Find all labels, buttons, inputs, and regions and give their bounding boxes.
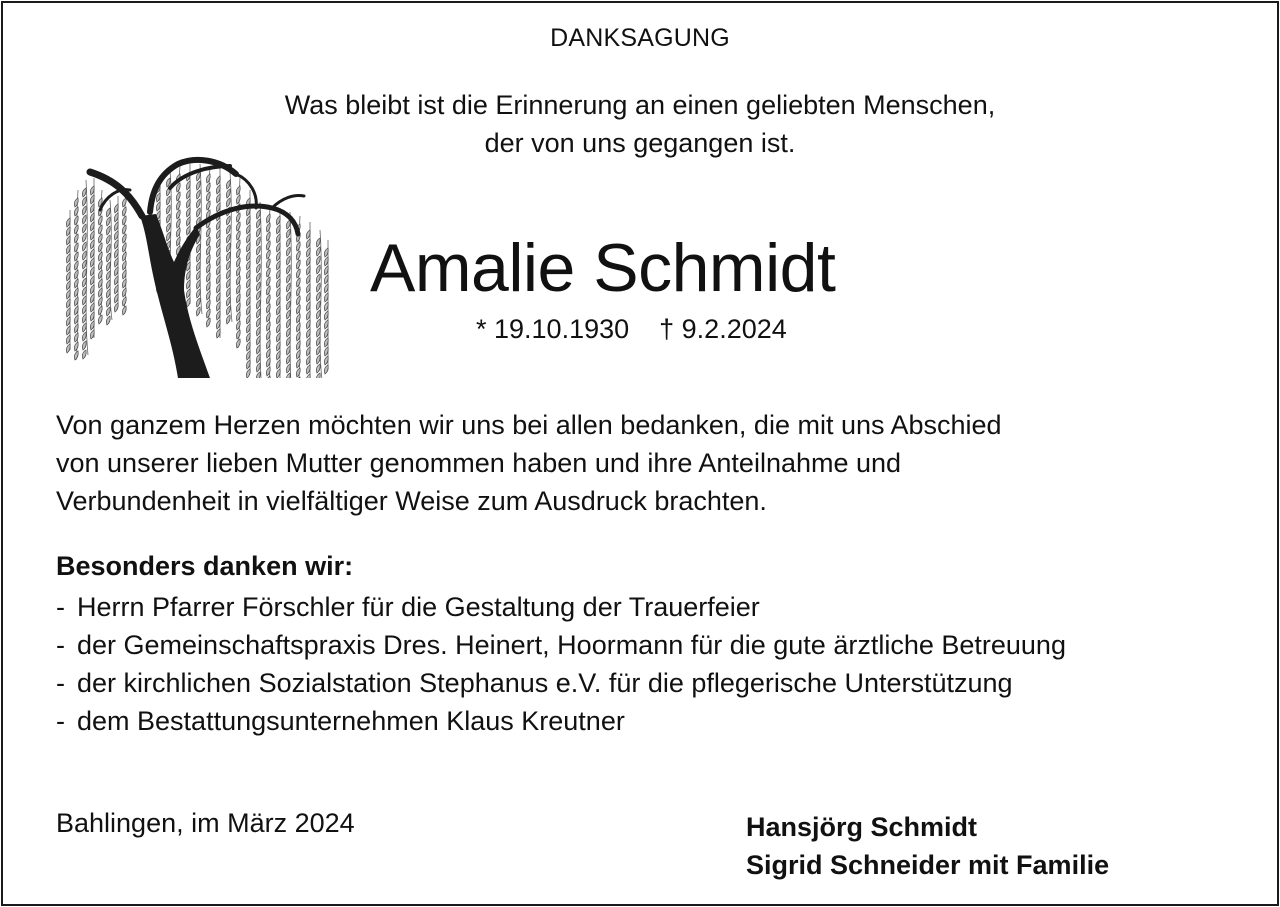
intro-line: von unserer lieben Mutter genommen haben und ihre Anteilnahme und	[56, 448, 902, 478]
signers	[746, 808, 1109, 884]
intro-line: Von ganzem Herzen möchten wir uns bei allen bedanken, die mit uns Abschied	[56, 410, 1002, 440]
thanks-item	[56, 664, 1246, 702]
thanks-heading: Besonders danken wir:	[56, 551, 354, 581]
thanks-item-text: der Gemeinschaftspraxis Dres. Heinert, Hoormann für die gute ärztliche Betreuung	[77, 630, 1066, 660]
death-date: † 9.2.2024	[659, 314, 787, 344]
signer-name: Sigrid Schneider mit Familie	[746, 850, 1110, 880]
thanks-item-text: der kirchlichen Sozialstation Stephanus e.V. für die pflegerische Unterstützung	[77, 668, 1013, 698]
thanks-item	[56, 626, 1137, 664]
list-bullet: -	[56, 706, 65, 736]
thanks-item-text: Herrn Pfarrer Förschler für die Gestaltung der Trauerfeier	[77, 592, 760, 622]
place-date: Bahlingen, im März 2024	[56, 808, 355, 838]
thanks-list	[56, 588, 1246, 740]
motto-line: der von uns gegangen ist.	[484, 128, 796, 158]
birth-date: * 19.10.1930	[476, 314, 630, 344]
notice-heading: DANKSAGUNG	[550, 24, 730, 52]
thanks-item	[56, 702, 1246, 740]
motto-line: Was bleibt ist die Erinnerung an einen geliebten Menschen,	[284, 90, 996, 120]
thanks-item-text: dem Bestattungsunternehmen Klaus Kreutner	[77, 706, 625, 736]
list-bullet: -	[56, 668, 65, 698]
signer-name: Hansjörg Schmidt	[746, 812, 978, 842]
life-dates	[476, 314, 787, 345]
intro-line: Verbundenheit in vielfältiger Weise zum Ausdruck brachten.	[56, 486, 767, 516]
list-bullet: -	[56, 592, 65, 622]
weeping-willow-icon	[60, 150, 335, 378]
thanks-item	[56, 588, 1246, 626]
deceased-name: Amalie Schmidt	[370, 230, 836, 306]
intro-paragraph	[56, 406, 1246, 520]
list-bullet: -	[56, 630, 65, 660]
